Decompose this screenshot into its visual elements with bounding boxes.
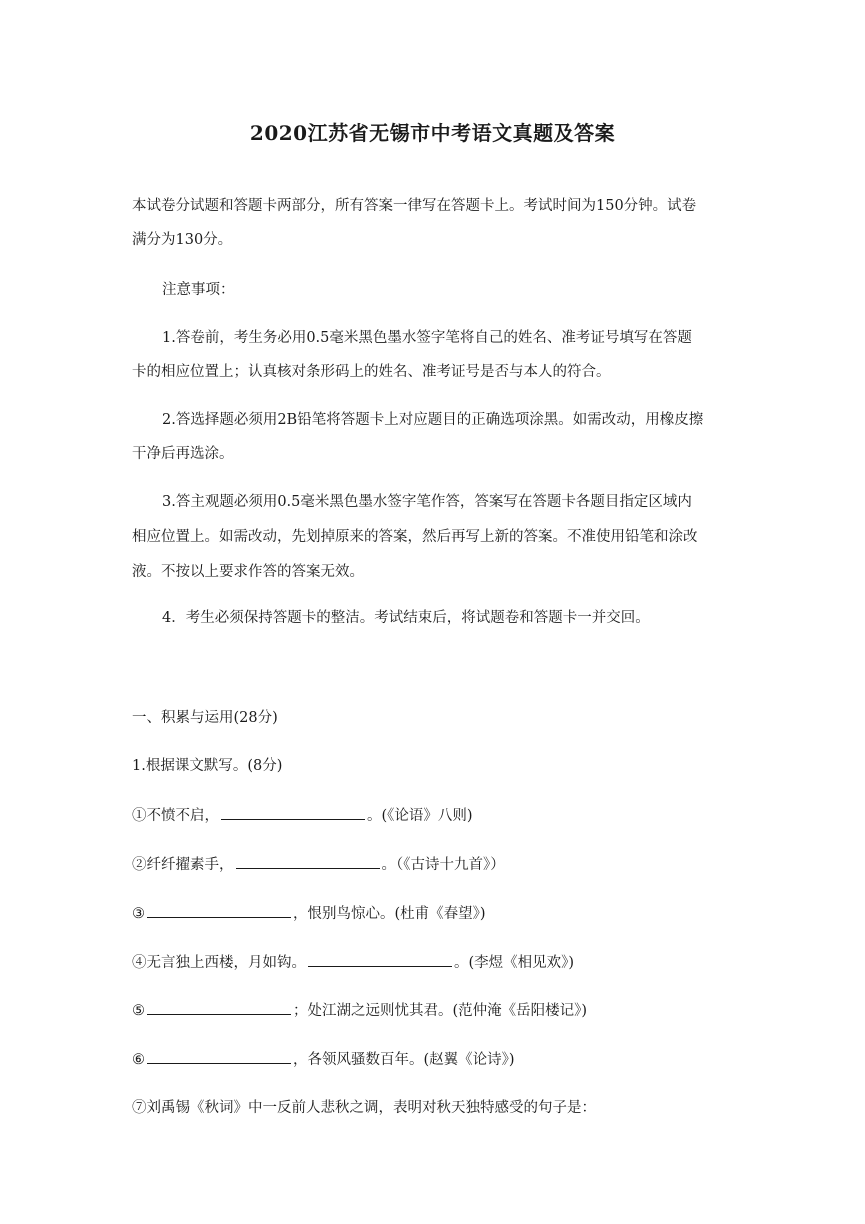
- dictation-prefix: ②纤纤擢素手，: [132, 857, 234, 873]
- dictation-item-2: [132, 854, 742, 875]
- dictation-suffix: ；处江湖之远则忧其君。(范仲淹《岳阳楼记》): [293, 1003, 588, 1019]
- dictation-suffix: 。（《古诗十九首》）: [381, 857, 505, 873]
- dictation-suffix: 。(《论语》八则): [367, 808, 473, 824]
- question-1-heading: 1.根据课文默写。(8分): [132, 758, 283, 774]
- notice-heading: 注意事项：: [162, 282, 235, 298]
- answer-blank[interactable]: [147, 1000, 291, 1015]
- notice-item-3-line-3: 液。不按以上要求作答的答案无效。: [132, 564, 364, 580]
- dictation-suffix: 。(李煜《相见欢》): [454, 955, 575, 971]
- answer-blank[interactable]: [236, 854, 380, 869]
- answer-blank[interactable]: [147, 903, 291, 918]
- dictation-prefix: ⑤: [132, 1003, 145, 1019]
- dictation-item-6: [132, 1049, 742, 1070]
- notice-item-1-line-2: 卡的相应位置上；认真核对条形码上的姓名、准考证号是否与本人的符合。: [132, 364, 611, 380]
- answer-blank[interactable]: [308, 952, 452, 967]
- dictation-suffix: ，各领风骚数百年。(赵翼《论诗》): [293, 1052, 515, 1068]
- dictation-item-4: [132, 952, 742, 973]
- notice-item-2-line-2: 干净后再选涂。: [132, 446, 234, 462]
- dictation-prefix: ④无言独上西楼，月如钩。: [132, 955, 306, 971]
- answer-blank[interactable]: [147, 1049, 291, 1064]
- dictation-suffix: ，恨别鸟惊心。(杜甫《春望》): [293, 906, 486, 922]
- dictation-item-1: [132, 805, 742, 826]
- section-heading: 一、积累与运用(28分): [132, 710, 278, 726]
- notice-item-2-line-1: 2.答选择题必须用2B铅笔将答题卡上对应题目的正确选项涂黑。如需改动，用橡皮擦: [162, 412, 704, 428]
- notice-item-4: 4．考生必须保持答题卡的整洁。考试结束后，将试题卷和答题卡一并交回。: [162, 610, 650, 626]
- dictation-prefix: ③: [132, 906, 145, 922]
- dictation-item-7: ⑦刘禹锡《秋词》中一反前人悲秋之调，表明对秋天独特感受的句子是：: [132, 1100, 596, 1116]
- dictation-item-3: [132, 903, 742, 924]
- notice-item-1-line-1: 1.答卷前，考生务必用0.5毫米黑色墨水签字笔将自己的姓名、准考证号填写在答题: [162, 330, 692, 346]
- notice-item-3-line-2: 相应位置上。如需改动，先划掉原来的答案，然后再写上新的答案。不准使用铅笔和涂改: [132, 529, 698, 545]
- answer-blank[interactable]: [221, 805, 365, 820]
- page-title: 2020江苏省无锡市中考语文真题及答案: [249, 121, 616, 145]
- dictation-prefix: ⑥: [132, 1052, 145, 1068]
- notice-item-3-line-1: 3.答主观题必须用0.5毫米黑色墨水签字笔作答，答案写在答题卡各题目指定区域内: [162, 494, 692, 510]
- intro-line-2: 满分为130分。: [132, 232, 233, 248]
- dictation-prefix: ①不愤不启，: [132, 808, 219, 824]
- dictation-item-5: [132, 1000, 742, 1021]
- intro-line-1: 本试卷分试题和答题卡两部分，所有答案一律写在答题卡上。考试时间为150分钟。试卷: [132, 198, 697, 214]
